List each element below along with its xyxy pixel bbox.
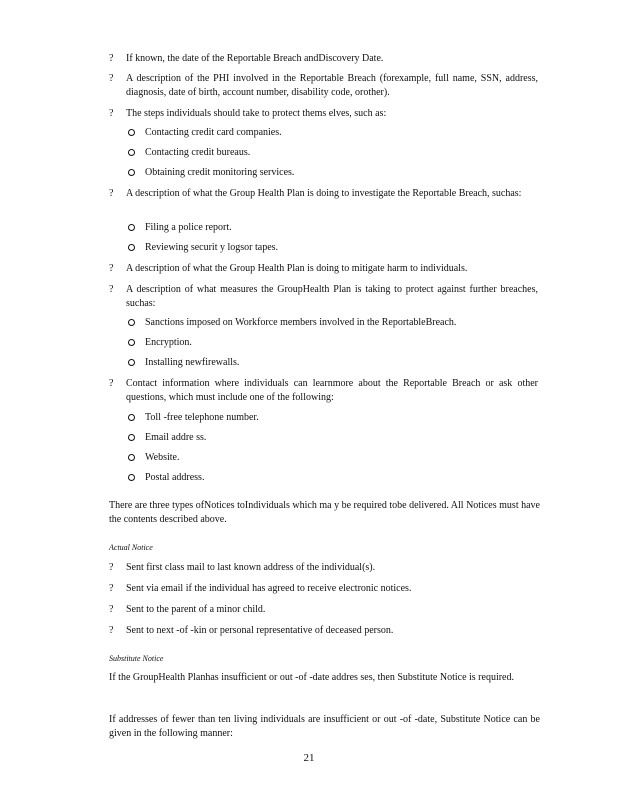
list-item: ? Sent to the parent of a minor child.	[109, 604, 266, 615]
circle-bullet-icon	[128, 434, 135, 441]
substitute-paragraph: If addresses of fewer than ten living individuals are insufficient or out -of -date, Substitute Notice can be given in the following manner:	[109, 714, 540, 739]
list-item	[0, 262, 618, 276]
list-item: ? Sent first class mail to last known address of the individual(s).	[109, 562, 376, 573]
substitute-paragraph: If the GroupHealth Planhas insufficient or out -of -date addres ses, then Substitute Notice is required.	[109, 672, 514, 683]
sub-list-item: Reviewing securit y logsor tapes.	[0, 241, 618, 261]
list-item-text: Contact information where individuals can learnmore about the Reportable Breach or ask other questions, which must include one of the following:	[126, 378, 538, 403]
bullet-marker: ?	[109, 188, 114, 199]
bullet-marker: ?	[109, 73, 114, 84]
list-item-text: A description of the PHI involved in the Reportable Breach (forexample, full name, SSN, address, diagnosis, date of birth, account number, disability code, orother).	[126, 73, 538, 98]
substitute-notice-heading: Substitute Notice	[109, 654, 164, 663]
circle-bullet-icon	[128, 149, 135, 156]
bullet-marker: ?	[109, 625, 114, 636]
circle-bullet-icon	[128, 339, 135, 346]
sub-list	[0, 126, 618, 186]
circle-bullet-icon	[128, 454, 135, 461]
list-item-text: A description of what measures the GroupHealth Plan is taking to protect against further breaches, suchas:	[126, 284, 538, 309]
list-item	[0, 283, 618, 311]
sub-list-item: Encryption.	[0, 336, 618, 356]
bullet-marker: ?	[109, 562, 114, 573]
circle-bullet-icon	[128, 414, 135, 421]
actual-notice-heading: Actual Notice	[109, 543, 153, 552]
list-item	[0, 107, 618, 121]
page-number: 21	[303, 752, 315, 764]
sub-list-item: Email addre ss.	[0, 431, 618, 451]
list-item	[0, 72, 618, 100]
sub-list	[0, 221, 618, 261]
circle-bullet-icon	[128, 474, 135, 481]
circle-bullet-icon	[128, 224, 135, 231]
sub-list-item: Filing a police report.	[0, 221, 618, 241]
notices-paragraph: There are three types ofNotices toIndividuals which ma y be required tobe delivered. All Notices must have the contents described above.	[109, 500, 540, 525]
bullet-marker: ?	[109, 378, 114, 389]
list-item-text: If known, the date of the Reportable Breach andDiscovery Date.	[126, 53, 384, 64]
sub-list-item: Website.	[0, 451, 618, 471]
list-item-text: A description of what the Group Health Plan is doing to investigate the Reportable Breach, suchas:	[126, 188, 522, 199]
sub-list-item: Toll -free telephone number.	[0, 411, 618, 431]
sub-list-item: Sanctions imposed on Workforce members involved in the ReportableBreach.	[0, 316, 618, 336]
list-item-text: A description of what the Group Health Plan is doing to mitigate harm to individuals.	[126, 263, 468, 274]
list-item-text: The steps individuals should take to protect thems elves, such as:	[126, 108, 387, 119]
bullet-marker: ?	[109, 53, 114, 64]
list-item	[0, 187, 618, 201]
sub-list-item: Postal address.	[0, 471, 618, 491]
circle-bullet-icon	[128, 169, 135, 176]
list-item	[0, 377, 618, 405]
list-item: ? Sent via email if the individual has agreed to receive electronic notices.	[109, 583, 412, 594]
bullet-marker: ?	[109, 604, 114, 615]
circle-bullet-icon	[128, 359, 135, 366]
circle-bullet-icon	[128, 319, 135, 326]
list-item	[0, 52, 618, 66]
sub-list-item: Contacting credit bureaus.	[0, 146, 618, 166]
bullet-marker: ?	[109, 263, 114, 274]
circle-bullet-icon	[128, 244, 135, 251]
bullet-marker: ?	[109, 583, 114, 594]
circle-bullet-icon	[128, 129, 135, 136]
bullet-marker: ?	[109, 284, 114, 295]
sub-list	[0, 411, 618, 491]
bullet-marker: ?	[109, 108, 114, 119]
sub-list	[0, 316, 618, 376]
sub-list-item: Contacting credit card companies.	[0, 126, 618, 146]
list-item: ? Sent to next -of -kin or personal representative of deceased person.	[109, 625, 394, 636]
sub-list-item: Obtaining credit monitoring services.	[0, 166, 618, 186]
sub-list-item: Installing newfirewalls.	[0, 356, 618, 376]
